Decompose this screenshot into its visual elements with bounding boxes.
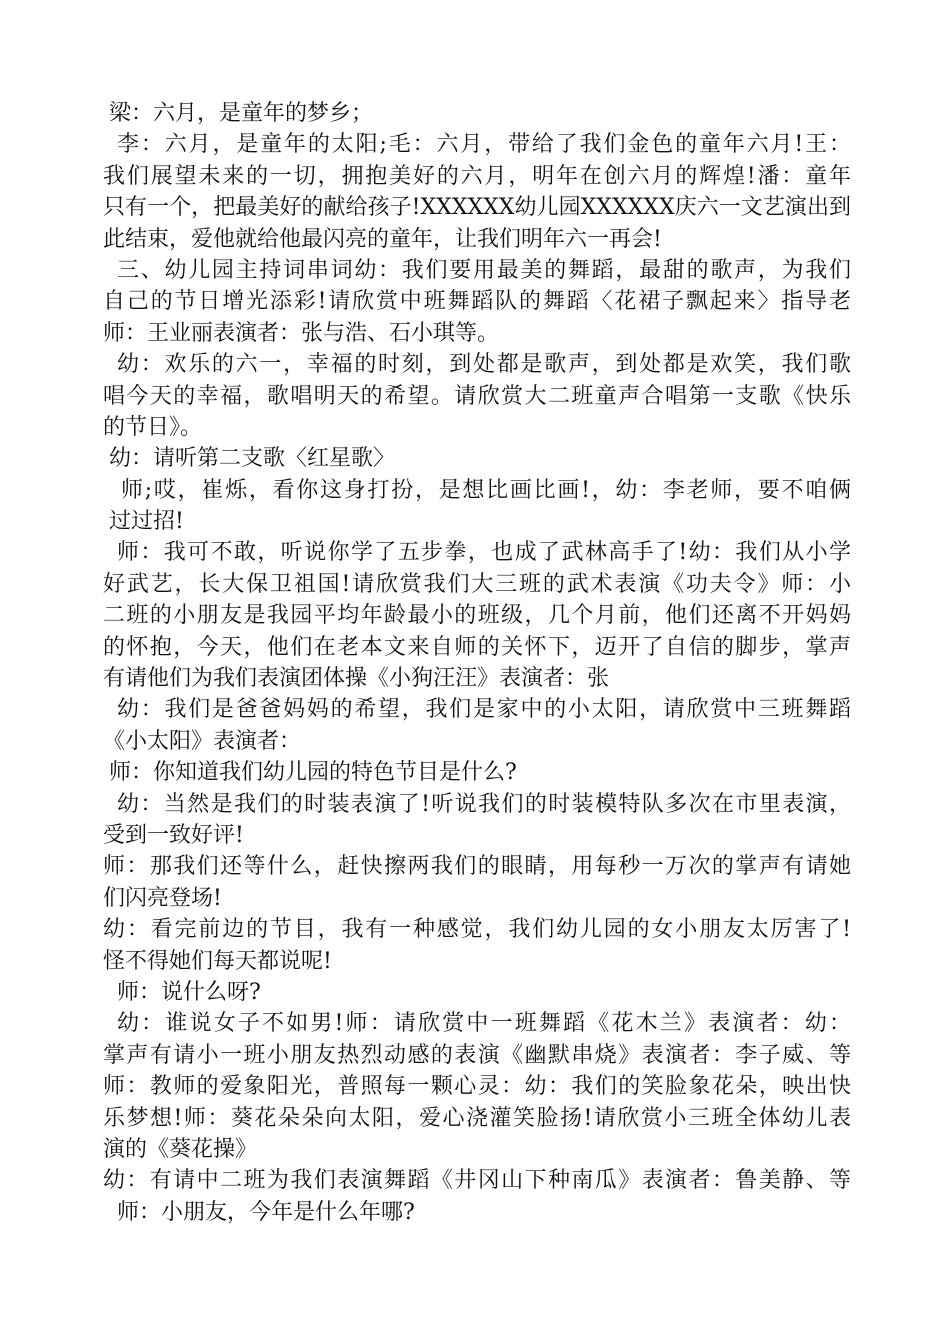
text-line: 三、幼儿园主持词串词幼：我们要用最美的舞蹈，最甜的歌声，为我们 bbox=[117, 257, 851, 283]
text-line: 师：说什么呀? bbox=[117, 979, 261, 1005]
text-line: 唱今天的幸福，歌唱明天的希望。请欣赏大二班童声合唱第一支歌《快乐 bbox=[103, 383, 851, 409]
document-body bbox=[103, 98, 851, 1228]
text-line: 的节日》。 bbox=[103, 414, 203, 440]
text-line: 我们展望未来的一切，拥抱美好的六月，明年在创六月的辉煌!潘：童年 bbox=[103, 163, 851, 189]
text-line: 李：六月，是童年的太阳;毛：六月，带给了我们金色的童年六月!王： bbox=[117, 132, 851, 158]
text-line: 只有一个，把最美好的献给孩子!XXXXXX幼儿园XXXXXX庆六一文艺演出到 bbox=[103, 195, 851, 221]
text-line: 师：教师的爱象阳光，普照每一颗心灵：幼：我们的笑脸象花朵，映出快 bbox=[103, 1074, 851, 1100]
text-line: 幼：谁说女子不如男!师：请欣赏中一班舞蹈《花木兰》表演者：幼： bbox=[117, 1011, 851, 1037]
text-line: 二班的小朋友是我园平均年龄最小的班级，几个月前，他们还离不开妈妈 bbox=[103, 603, 851, 629]
text-line: 受到一致好评! bbox=[103, 822, 244, 848]
text-line: 自己的节日增光添彩!请欣赏中班舞蹈队的舞蹈〈花裙子飘起来〉指导老 bbox=[103, 289, 851, 315]
text-line: 幼：有请中二班为我们表演舞蹈《井冈山下种南瓜》表演者：鲁美静、等 bbox=[103, 1168, 851, 1194]
text-line: 怪不得她们每天都说呢! bbox=[103, 948, 332, 974]
text-line: 过过招! bbox=[109, 509, 184, 535]
text-line: 此结束，爱他就给他最闪亮的童年，让我们明年六一再会! bbox=[103, 226, 662, 252]
text-line: 幼：看完前边的节目，我有一种感觉，我们幼儿园的女小朋友太厉害了! bbox=[103, 917, 851, 943]
text-line: 师;哎，崔烁，看你这身打扮，是想比画比画!，幼：李老师，要不咱俩 bbox=[121, 477, 851, 503]
text-line: 《小太阳》表演者： bbox=[103, 728, 302, 754]
text-line: 演的《葵花操》 bbox=[103, 1136, 258, 1162]
text-line: 师：我可不敢，听说你学了五步拳，也成了武林高手了!幼：我们从小学 bbox=[117, 540, 851, 566]
text-line: 梁：六月，是童年的梦乡； bbox=[109, 101, 374, 126]
text-line: 好武艺，长大保卫祖国!请欣赏我们大三班的武术表演《功夫令》师：小 bbox=[103, 571, 851, 597]
text-line: 幼：我们是爸爸妈妈的希望，我们是家中的小太阳，请欣赏中三班舞蹈 bbox=[117, 697, 851, 723]
text-line: 们闪亮登场! bbox=[103, 885, 222, 911]
text-line: 乐梦想!师：葵花朵朵向太阳，爱心浇灌笑脸扬!请欣赏小三班全体幼儿表 bbox=[103, 1105, 851, 1131]
text-line: 有请他们为我们表演团体操《小狗汪汪》表演者：张 bbox=[103, 666, 610, 692]
text-line: 幼：当然是我们的时装表演了!听说我们的时装模特队多次在市里表演， bbox=[117, 791, 851, 817]
text-line: 师：那我们还等什么，赶快擦两我们的眼睛，用每秒一万次的掌声有请她 bbox=[103, 854, 851, 880]
text-line: 掌声有请小一班小朋友热烈动感的表演《幽默串烧》表演者：李子威、等 bbox=[103, 1042, 851, 1068]
text-line: 师：小朋友，今年是什么年哪? bbox=[117, 1199, 415, 1225]
text-line: 的怀抱，今天，他们在老本文来自师的关怀下，迈开了自信的脚步，掌声 bbox=[103, 634, 851, 660]
text-line: 幼：欢乐的六一，幸福的时刻，到处都是歌声，到处都是欢笑，我们歌 bbox=[117, 352, 851, 378]
text-line: 幼：请听第二支歌〈红星歌〉 bbox=[109, 446, 396, 472]
text-line: 师：王业丽表演者：张与浩、石小琪等。 bbox=[103, 320, 500, 346]
text-line: 师：你知道我们幼儿园的特色节目是什么? bbox=[109, 760, 517, 786]
